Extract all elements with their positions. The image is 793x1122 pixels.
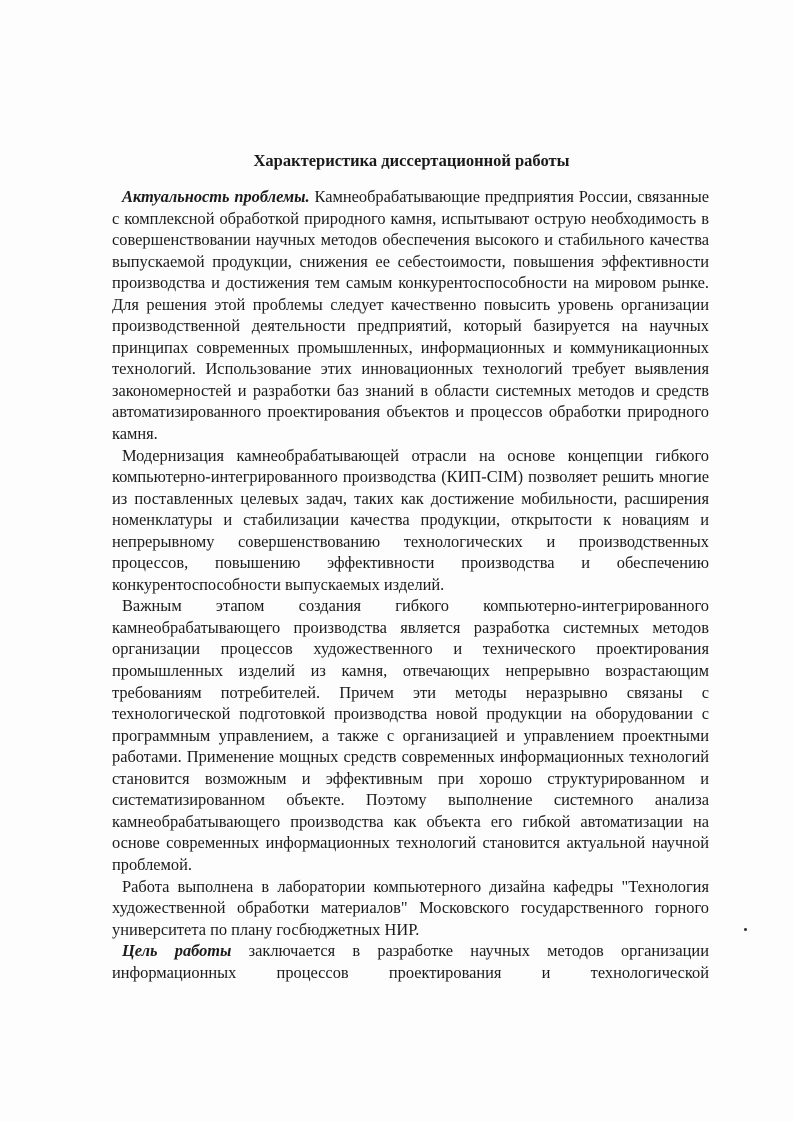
paragraph-text: Работа выполнена в лаборатории компьютерного дизайна кафедры "Технология художественной обработки материалов" Московского государственного горного университета по плану госбюджетных НИР. xyxy=(112,876,709,939)
paragraph-modernization xyxy=(112,445,709,596)
paragraph-text: заключается в разработке научных методов организации информационных процессов проектирования и технологической xyxy=(112,941,709,982)
paragraph-goal xyxy=(112,940,709,983)
paragraph-lead-goal: Цель работы xyxy=(122,941,232,961)
paragraph-text: Важным этапом создания гибкого компьютерно-интегрированного камнеобрабатывающего производства является разработка системных методов организации процессов художественного и технического проектирования промышленных изделий из камня, отвечающих непрерывно возрастающим требованиям потребителей. Причем эти методы неразрывно связаны с технологической подготовкой производства новой продукции на оборудовании с программным управлением, а также с организацией и управлением проектными работами. Применение мощных средств современных информационных технологий становится возможным и эффективным при хорошо структурированном и систематизированном объекте. Поэтому выполнение системного анализа камнеобрабатывающего производства как объекта его гибкой автоматизации на основе современных информационных технологий становится актуальной научной проблемой. xyxy=(112,596,709,874)
paragraph-work-performed xyxy=(112,876,709,941)
document-title: Характеристика диссертационной работы xyxy=(253,151,570,170)
paragraph-lead-relevance: Актуальность проблемы. xyxy=(122,187,310,206)
paragraph-text: Камнеобрабатывающие предприятия России, связанные с комплексной обработкой природного камня, испытывают острую необходимость в совершенствовании научных методов обеспечения высокого и стабильного качества выпускаемой продукции, снижения ее себестоимости, повышения эффективности производства и достижения тем самым конкурентоспособности на мировом рынке. Для решения этой проблемы следует качественно повысить уровень организации производственной деятельности предприятий, который базируется на научных принципах современных промышленных, информационных и коммуникационных технологий. Использование этих инновационных технологий требует выявления закономерностей и разработки баз знаний в области системных методов и средств автоматизированного проектирования объектов и процессов обработки природного камня. xyxy=(112,187,709,444)
paragraph-important-stage xyxy=(112,595,709,875)
scan-speck xyxy=(744,928,747,931)
paragraph-relevance xyxy=(112,186,709,445)
paragraph-text: Модернизация камнеобрабатывающей отрасли на основе концепции гибкого компьютерно-интегрированного производства (КИП-CIM) позволяет решить многие из поставленных целевых задач, таких как достижение мобильности, расширения номенклатуры и стабилизации качества продукции, открытости к новациям и непрерывному совершенствованию технологических и производственных процессов, повышению эффективности производства и обеспечению конкурентоспособности выпускаемых изделий. xyxy=(112,445,709,594)
document-body xyxy=(112,186,709,983)
